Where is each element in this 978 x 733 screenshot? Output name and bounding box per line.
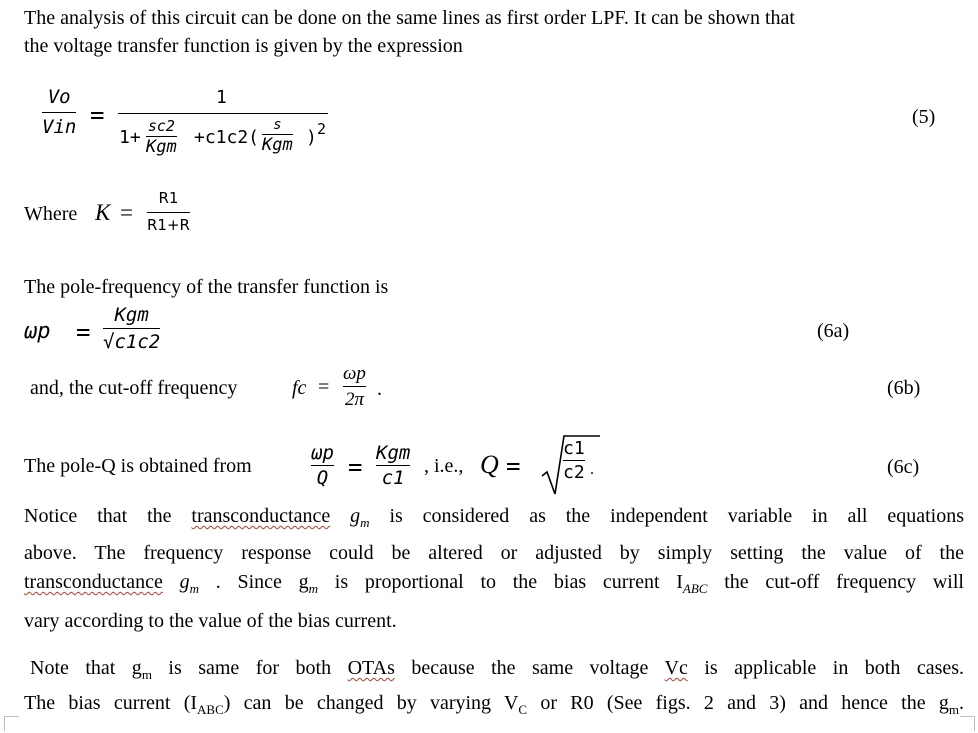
- eq5-equals: =: [90, 101, 105, 129]
- pole-frequency-denominator: √c1c2: [103, 331, 161, 353]
- omega-p-symbol: ωp: [24, 319, 51, 344]
- k-denominator: R1+R: [147, 216, 190, 234]
- pole-q-equals-2: =: [506, 452, 521, 480]
- fc-symbol: fc: [292, 377, 307, 399]
- spellcheck-word[interactable]: Vc: [664, 657, 688, 679]
- pole-frequency-numerator: Kgm: [114, 304, 149, 326]
- spellcheck-word[interactable]: transconductance: [191, 505, 331, 527]
- fraction-bar: [563, 460, 585, 461]
- pole-q-frac2-den: c1: [381, 467, 405, 489]
- fraction-bar: [343, 386, 366, 387]
- notice-line-2: above. The frequency response could be altered or adjusted by simply setting the value of the: [24, 542, 964, 564]
- pole-frequency-text: The pole-frequency of the transfer function is: [24, 276, 389, 298]
- eq5-den-frac2-num: s: [273, 117, 282, 133]
- k-fraction: [147, 189, 190, 234]
- pole-q-frac2-num: Kgm: [376, 442, 411, 464]
- intro-paragraph: [24, 4, 964, 60]
- page-corner-mark-left: [4, 716, 19, 731]
- spellcheck-word[interactable]: OTAs: [347, 657, 395, 679]
- notice-line-1: Notice that the transconductance $g_m$ is considered as the independent variable in all equations: [24, 505, 965, 530]
- equation-number-6c: (6c): [887, 456, 920, 478]
- cutoff-equals: =: [318, 376, 330, 398]
- equation-number-6b: (6b): [887, 377, 921, 399]
- where-k-equals: =: [120, 200, 133, 225]
- eq5-lhs-numerator: Vo: [47, 86, 71, 108]
- sqrt-numerator: c1: [563, 438, 585, 459]
- cutoff-text: and, the cut-off frequency: [30, 377, 238, 399]
- equation-number-5: (5): [912, 106, 936, 128]
- fraction-bar: [376, 465, 410, 466]
- eq5-den-part-2: +c1c2(: [194, 127, 260, 148]
- eq5-den-frac1-den: Kgm: [146, 137, 177, 157]
- eq5-den-exponent: 2: [317, 120, 327, 138]
- spellcheck-word[interactable]: transconductance: [24, 571, 163, 593]
- pole-q-equals-1: =: [348, 453, 363, 481]
- intro-line-2: the voltage transfer function is given by the expression: [24, 35, 463, 57]
- eq5-den-frac2-den: Kgm: [262, 135, 293, 155]
- eq5-den-frac1-num: sc2: [147, 117, 175, 135]
- pole-q-fraction-1: [311, 442, 334, 489]
- pole-q-text: The pole-Q is obtained from: [24, 455, 252, 477]
- eq5-main-fraction-bar: [118, 113, 328, 114]
- eq5-den-fraction-2: [262, 117, 293, 155]
- eq5-den-part-1: 1+: [119, 127, 141, 148]
- note-line-1: Note that $g_m$ is same for both OTAs because the same voltage Vc is applicable in both cases.: [30, 657, 965, 682]
- eq5-den-part-3: ): [306, 127, 317, 148]
- sqrt-denominator: c2: [563, 462, 585, 483]
- eq5-lhs-fraction: [42, 86, 76, 138]
- fraction-bar: [42, 112, 76, 113]
- eq5-den-fraction-1: [146, 117, 177, 157]
- equation-number-6a: (6a): [817, 320, 850, 342]
- pole-q-frac1-num: ωp: [311, 442, 334, 464]
- eq5-lhs-denominator: Vin: [42, 116, 77, 138]
- pole-q-fraction-2: [376, 442, 410, 489]
- k-numerator: R1: [158, 189, 179, 207]
- cutoff-period: .: [377, 378, 382, 400]
- pole-q-ie: , i.e.,: [424, 455, 464, 477]
- eq5-rhs-numerator: 1: [216, 87, 227, 108]
- fraction-bar: [103, 328, 160, 329]
- intro-line-1: The analysis of this circuit can be done on the same lines as first order LPF. It can be shown that: [24, 7, 795, 29]
- pole-q-period: .: [590, 461, 594, 478]
- k-symbol: K: [95, 200, 111, 225]
- pole-frequency-equals: =: [76, 318, 91, 346]
- page-corner-mark-right: [960, 716, 975, 731]
- note-line-2: The bias current $(I_{ABC})$ can be changed by varying $V_C$ or R0 (See figs. 2 and 3) and hence the $g_m$.: [24, 692, 964, 717]
- cutoff-denominator: 2π: [344, 389, 364, 410]
- notice-paragraph: [24, 500, 964, 638]
- sqrt-fraction: [563, 438, 585, 483]
- note-paragraph: [24, 654, 964, 724]
- fraction-bar: [311, 465, 334, 466]
- q-symbol: Q: [480, 450, 499, 479]
- pole-frequency-fraction: [103, 304, 160, 353]
- cutoff-fraction: [343, 363, 366, 411]
- notice-line-3: transconductance $g_m$ . Since $g_m$ is proportional to the bias current $I_{ABC}$ the cut-off frequency will: [24, 571, 964, 596]
- cutoff-numerator: ωp: [343, 363, 366, 384]
- fraction-bar: [147, 212, 190, 213]
- notice-line-4: vary according to the value of the bias current.: [24, 610, 397, 632]
- pole-q-frac1-den: Q: [316, 467, 329, 489]
- where-label: Where: [24, 203, 78, 225]
